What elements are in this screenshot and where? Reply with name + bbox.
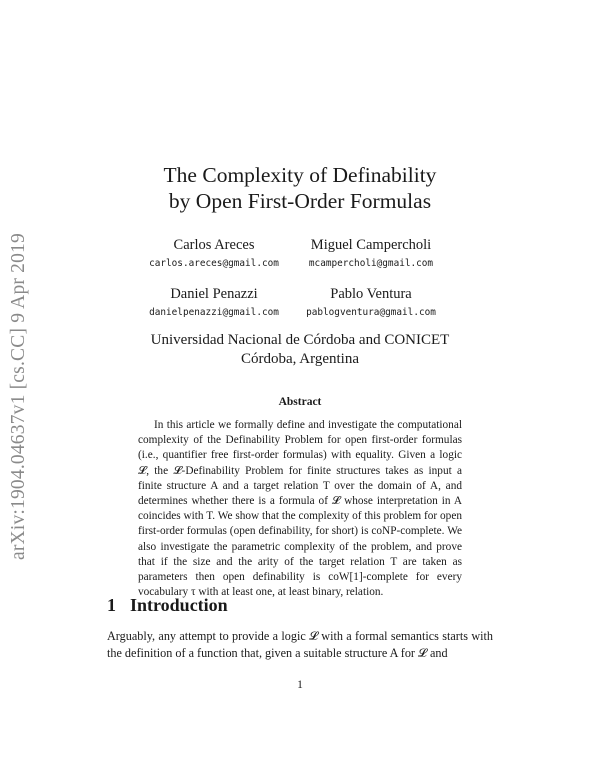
- arxiv-stamp: arXiv:1904.04637v1 [cs.CC] 9 Apr 2019: [8, 233, 29, 560]
- page-number: 1: [297, 679, 303, 691]
- author-2: [271, 236, 471, 271]
- author-email: carlos.areces@gmail.com: [149, 258, 279, 269]
- author-email: pablogventura@gmail.com: [306, 307, 436, 318]
- paper-title: [0, 162, 600, 214]
- affiliation-line-1: Universidad Nacional de Córdoba and CONICET: [150, 332, 450, 348]
- section-number: 1: [107, 595, 116, 615]
- author-email: danielpenazzi@gmail.com: [149, 307, 279, 318]
- title-line-1: The Complexity of Definability: [163, 163, 437, 187]
- affiliation-line-2: Córdoba, Argentina: [240, 351, 360, 367]
- author-name: Miguel Campercholi: [310, 237, 432, 253]
- author-email: mcampercholi@gmail.com: [308, 258, 434, 269]
- author-name: Pablo Ventura: [330, 286, 412, 302]
- author-name: Daniel Penazzi: [170, 286, 258, 302]
- title-line-2: by Open First-Order Formulas: [168, 189, 432, 213]
- section-title: Introduction: [130, 595, 228, 615]
- body-paragraph: Arguably, any attempt to provide a logic 𝓛 with a formal semantics starts with the definition of a function that, given a suitable structure A for 𝓛 and: [107, 629, 493, 660]
- section-heading: [107, 595, 228, 616]
- abstract-heading: Abstract: [278, 396, 322, 408]
- affiliation: [0, 331, 600, 369]
- author-name: Carlos Areces: [173, 237, 255, 253]
- author-4: [271, 285, 471, 320]
- abstract-text: In this article we formally define and investigate the computational complexity of the Definability Problem for open first-order formulas (i.e., quantifier free first-order formulas) with equality. Given a logic 𝓛, the 𝓛-Definability Problem for finite structures takes as input a finite structure A and a target relation T over the domain of A, and determines whether there is a formula of 𝓛 whose interpretation in A coincides with T. We show that the complexity of this problem for open first-order formulas (open definability, for short) is coNP-complete. We also investigate the parametric complexity of the problem, and prove that if the size and the arity of the target relation T are taken as parameters then open definability is coW[1]-complete for every vocabulary τ with at least one, at least binary, relation.: [138, 419, 462, 599]
